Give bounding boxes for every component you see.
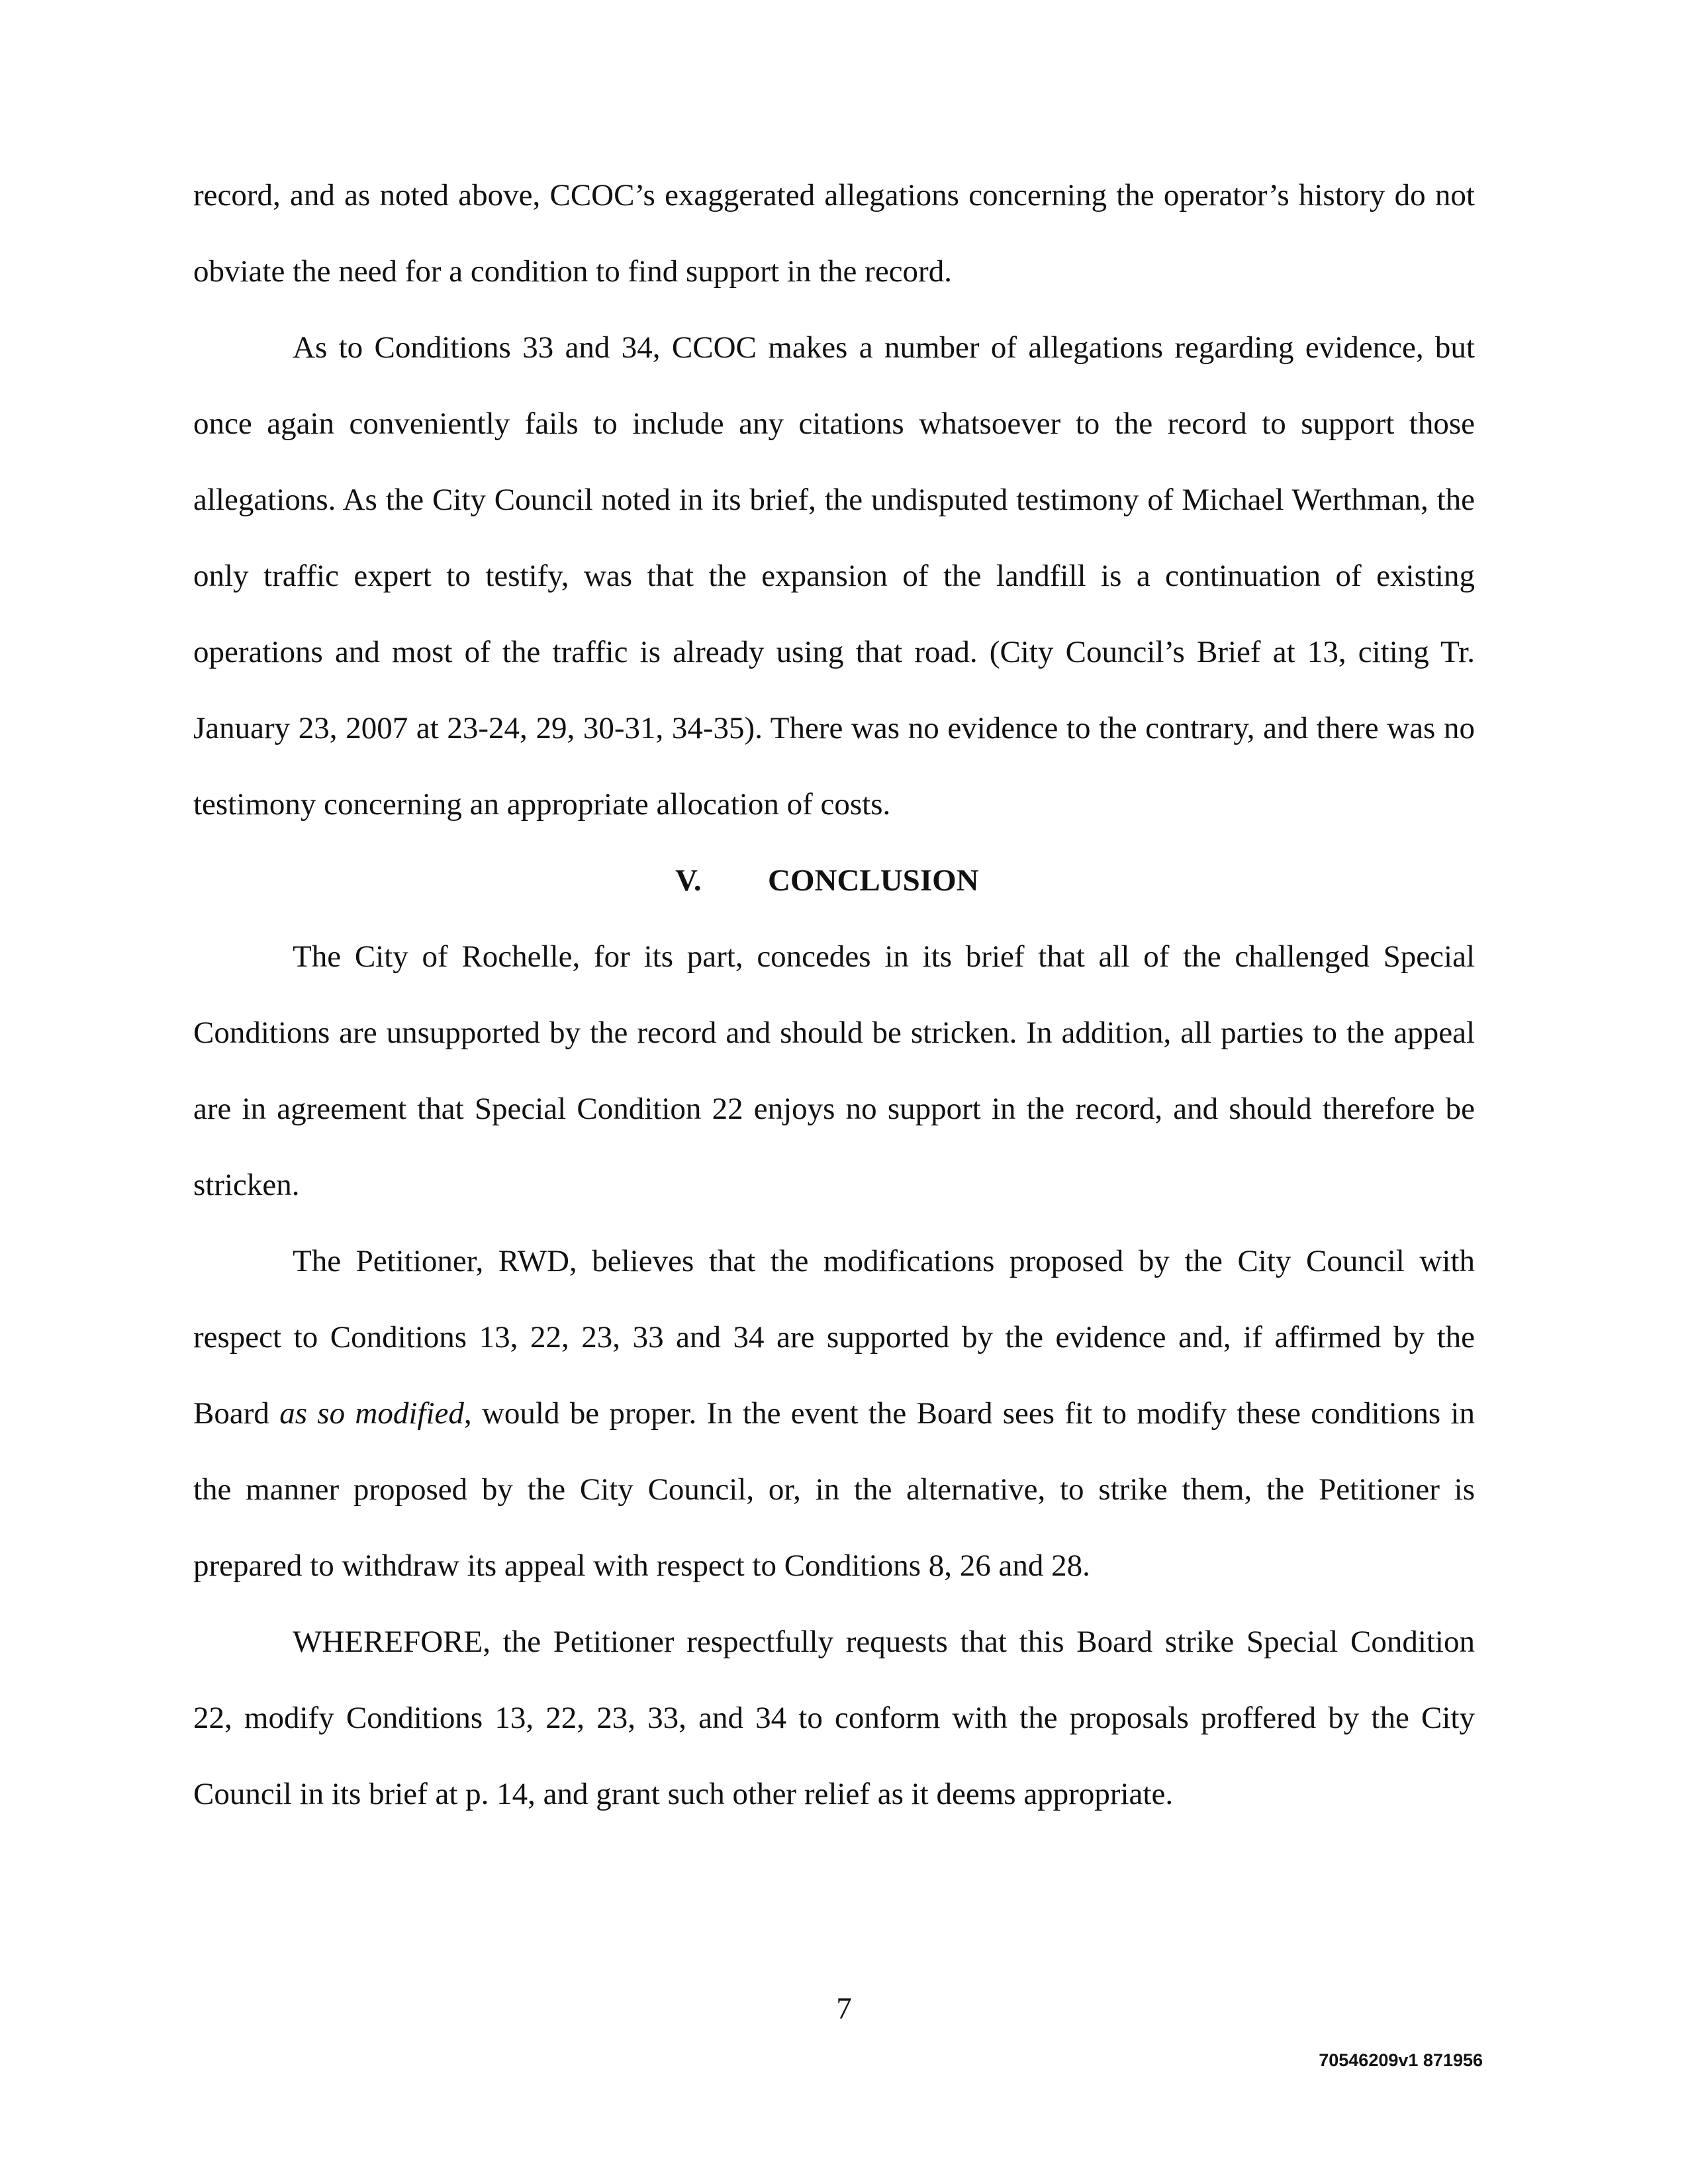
paragraph-petitioner-rwd (193, 1223, 1475, 1604)
paragraph-conditions-33-34: As to Conditions 33 and 34, CCOC makes a number of allegations regarding evidence, but once again conveniently fails to include any citations whatsoever to the record to support those allegations. As the City Council noted in its brief, the undisputed testimony of Michael Werthman, the only traffic expert to testify, was that the expansion of the landfill is a continuation of existing operations and most of the traffic is already using that road. (City Council’s Brief at 13, citing Tr. January 23, 2007 at 23-24, 29, 30-31, 34-35). There was no evidence to the contrary, and there was no testimony concerning an appropriate allocation of costs. (193, 330, 1475, 822)
italic-phrase: as so modified (279, 1396, 464, 1431)
section-heading (193, 843, 1475, 919)
document-body (193, 158, 1475, 1832)
section-number: V. (675, 863, 702, 898)
section-title: CONCLUSION (768, 863, 979, 898)
document-id: 70546209v1 871956 (1319, 2050, 1483, 2070)
paragraph-city-of-rochelle: The City of Rochelle, for its part, concedes in its brief that all of the challenged Special Conditions are unsupported by the record and should be stricken. In addition, all parties to the appeal are in agreement that Special Condition 22 enjoys no support in the record, and should therefore be stricken. (193, 939, 1475, 1202)
paragraph-text-before: The Petitioner, RWD, believes that the modifications proposed by the City Council with respect to Conditions 13, 22, 23, 33 and 34 are supported by the evidence and, if affirmed by the Board (193, 1244, 1475, 1431)
paragraph-wherefore: WHEREFORE, the Petitioner respectfully requests that this Board strike Special Condition 22, modify Conditions 13, 22, 23, 33, and 34 to conform with the proposals proffered by the City Council in its brief at p. 14, and grant such other relief as it deems appropriate. (193, 1625, 1475, 1811)
paragraph-continuation: record, and as noted above, CCOC’s exaggerated allegations concerning the operator’s history do not obviate the need for a condition to find support in the record. (193, 178, 1475, 289)
page-number: 7 (836, 1991, 852, 2026)
paragraph-text-after: , would be proper. In the event the Board sees fit to modify these conditions in the manner proposed by the City Council, or, in the alternative, to strike them, the Petitioner is prepared to withdraw its appeal with respect to Conditions 8, 26 and 28. (193, 1396, 1475, 1583)
